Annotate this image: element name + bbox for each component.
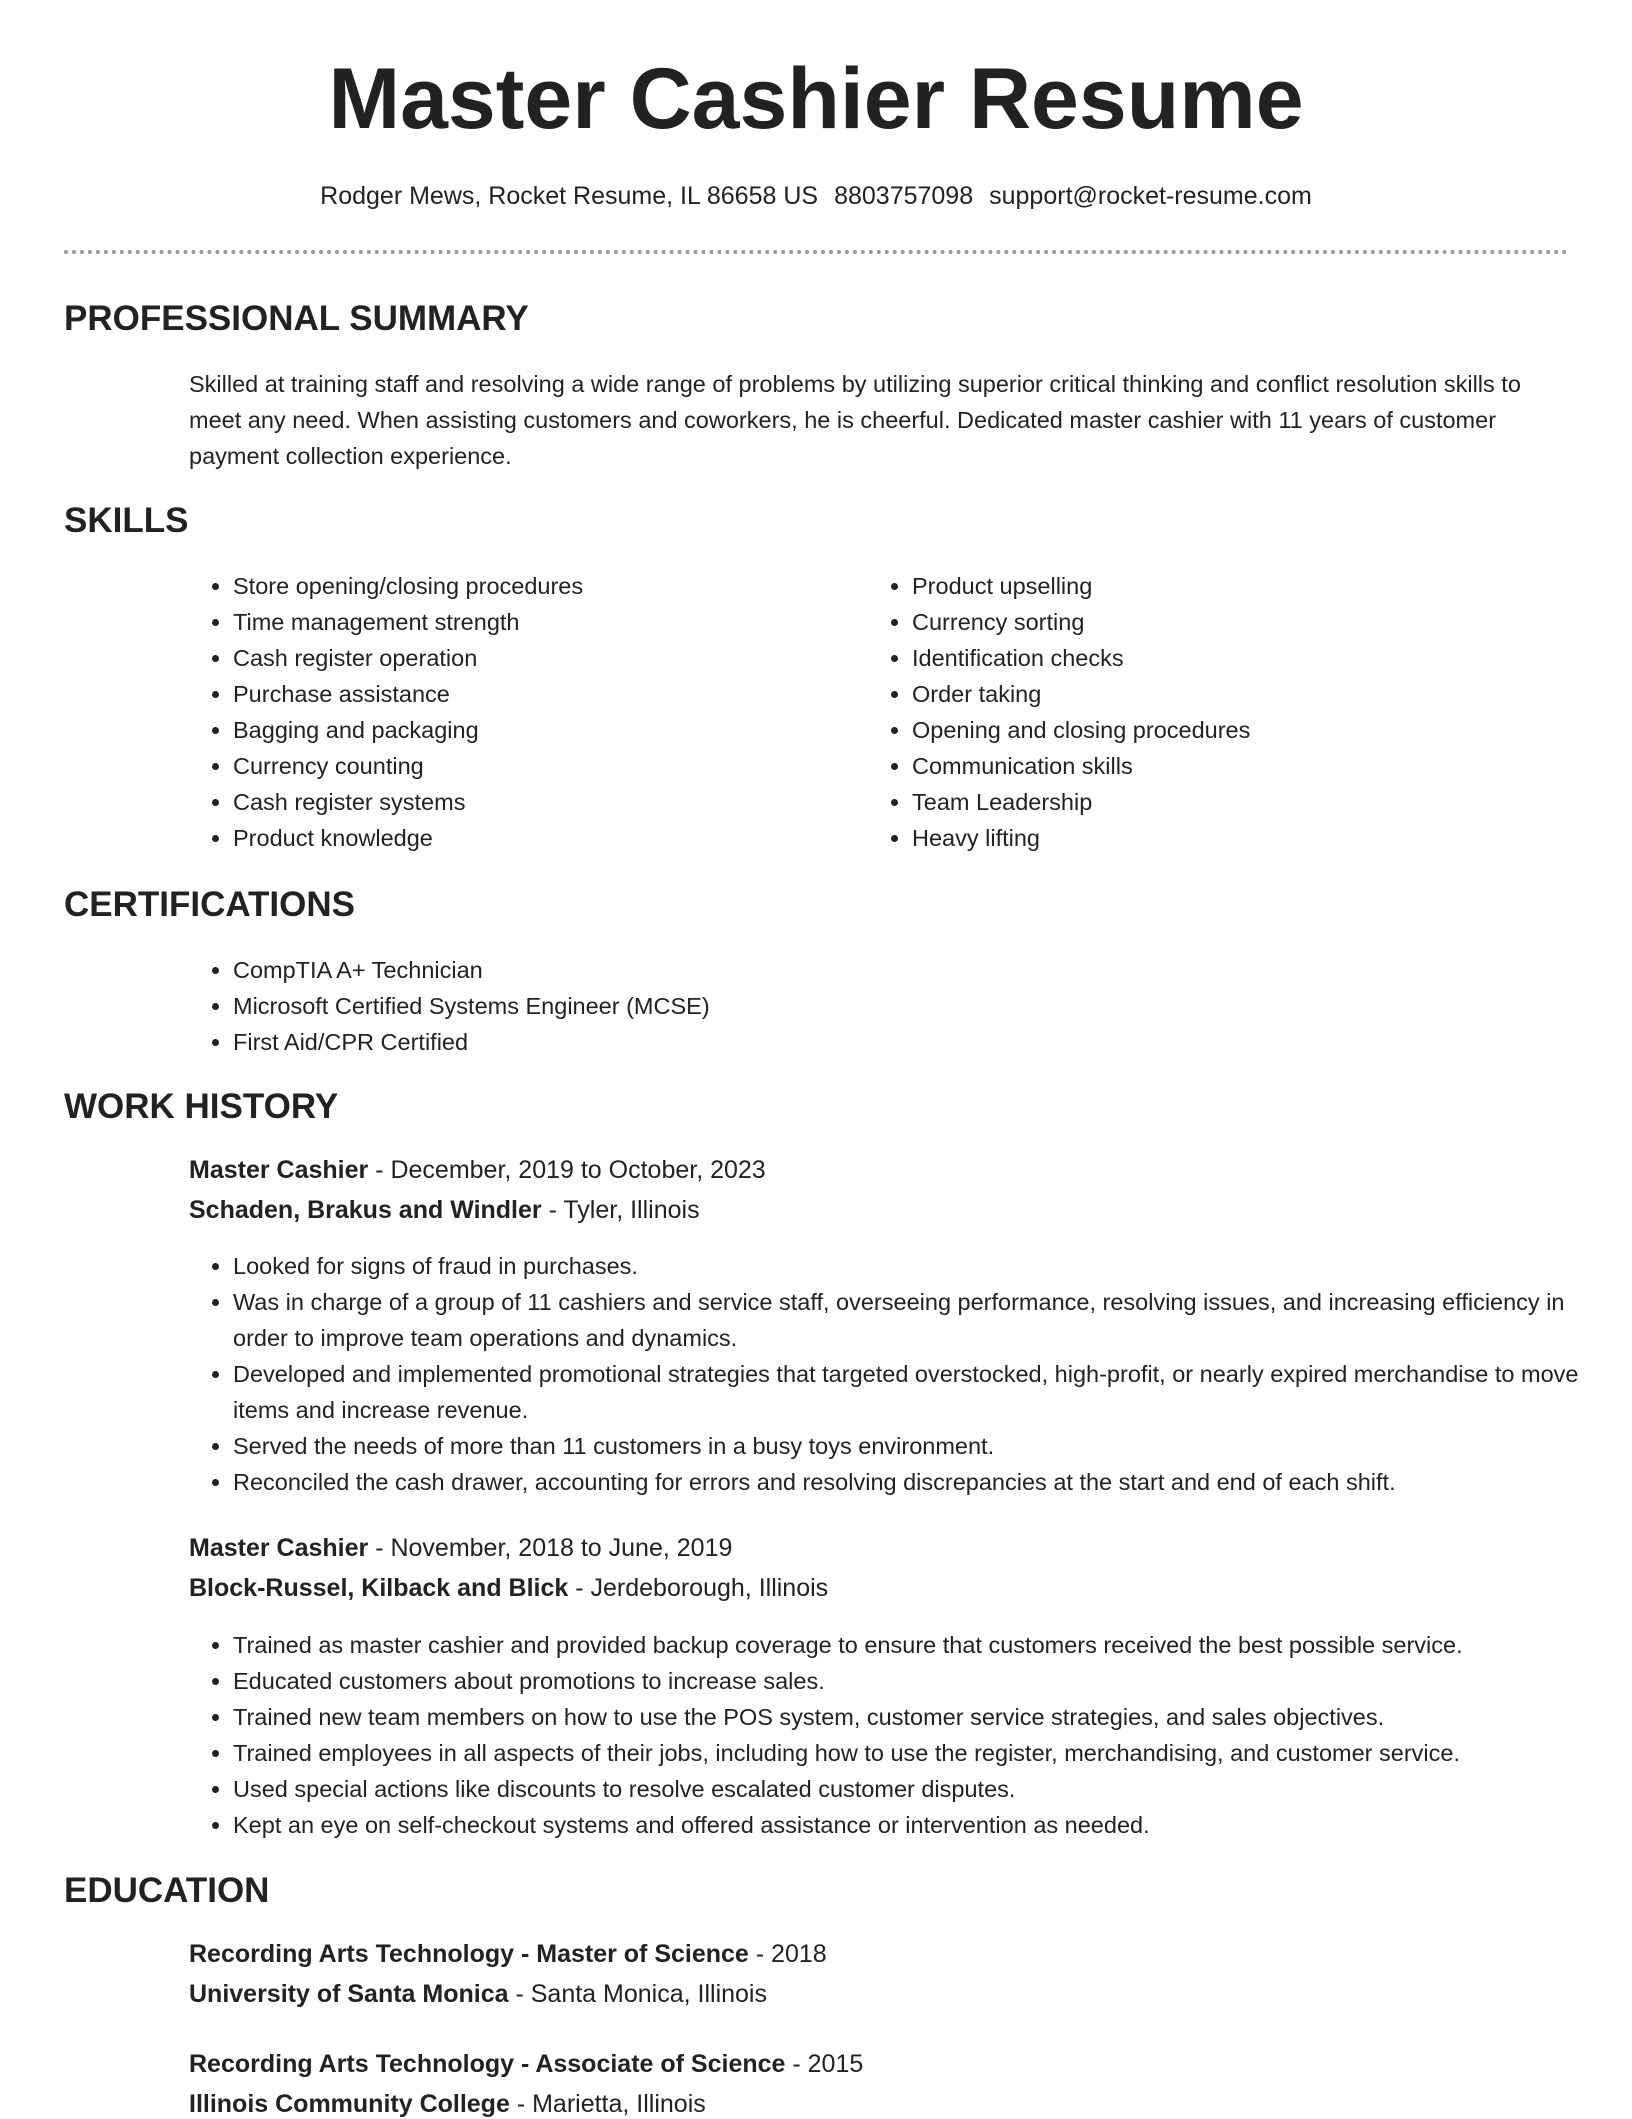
job-title: Master Cashier xyxy=(189,1534,369,1562)
list-item: • Developed and implemented promotional strategies that targeted overstocked, high-profit, or nearly expired merchandise to move items and increase revenue. xyxy=(233,1356,1623,1428)
list-item: • Educated customers about promotions to increase sales. xyxy=(233,1663,1623,1699)
job-bullets xyxy=(189,1248,1623,1500)
education-school-line xyxy=(189,2090,706,2119)
certifications-heading: CERTIFICATIONS xyxy=(64,885,356,924)
contact-phone: 8803757098 xyxy=(834,182,974,210)
list-item: • Reconciled the cash drawer, accounting for errors and resolving discrepancies at the start and end of each shift. xyxy=(233,1464,1623,1500)
skills-list-left xyxy=(189,568,853,856)
list-item: • Trained as master cashier and provided backup coverage to ensure that customers received the best possible service. xyxy=(233,1627,1623,1663)
education-location: - Marietta, Illinois xyxy=(509,2090,706,2118)
education-location: - Santa Monica, Illinois xyxy=(508,1980,767,2008)
list-item: • Product upselling xyxy=(912,568,1532,604)
job-title: Master Cashier xyxy=(189,1156,369,1184)
list-item: • Communication skills xyxy=(912,748,1532,784)
list-item: • Product knowledge xyxy=(233,820,853,856)
education-degree-line xyxy=(189,2050,863,2079)
job-company: Schaden, Brakus and Windler xyxy=(189,1196,542,1224)
contact-email: support@rocket-resume.com xyxy=(989,182,1312,210)
summary-text: Skilled at training staff and resolving a wide range of problems by utilizing superior critical thinking and conflict resolution skills to meet any need. When assisting customers and coworkers, he is cheerful. Dedicated master cashier with 11 years of customer payment collection experience. xyxy=(189,371,1521,469)
list-item: • Currency sorting xyxy=(912,604,1532,640)
job-dates: - December, 2019 to October, 2023 xyxy=(368,1156,766,1184)
list-item: • Served the needs of more than 11 customers in a busy toys environment. xyxy=(233,1428,1623,1464)
certifications-list xyxy=(189,952,1433,1060)
list-item: • First Aid/CPR Certified xyxy=(233,1024,1433,1060)
summary-heading: PROFESSIONAL SUMMARY xyxy=(64,299,529,338)
list-item: • Cash register operation xyxy=(233,640,853,676)
skills-list-right xyxy=(868,568,1532,856)
resume-title: Master Cashier Resume xyxy=(328,51,1304,147)
contact-line xyxy=(0,182,1632,211)
list-item: • Currency counting xyxy=(233,748,853,784)
work-history-heading: WORK HISTORY xyxy=(64,1087,339,1126)
list-item: • Trained employees in all aspects of their jobs, including how to use the register, merchandising, and customer service. xyxy=(233,1735,1623,1771)
job-bullets xyxy=(189,1627,1623,1843)
contact-address: Rodger Mews, Rocket Resume, IL 86658 US xyxy=(320,182,819,210)
education-school-line xyxy=(189,1980,767,2009)
education-degree-line xyxy=(189,1940,827,1969)
job-location: - Jerdeborough, Illinois xyxy=(568,1574,829,1602)
skills-heading: SKILLS xyxy=(64,501,189,540)
list-item: • Identification checks xyxy=(912,640,1532,676)
job-title-line xyxy=(189,1156,766,1185)
list-item: • Team Leadership xyxy=(912,784,1532,820)
list-item: • Was in charge of a group of 11 cashiers and service staff, overseeing performance, resolving issues, and increasing efficiency in order to improve team operations and dynamics. xyxy=(233,1284,1623,1356)
header-divider xyxy=(64,250,1568,254)
job-title-line xyxy=(189,1534,732,1563)
list-item: • Looked for signs of fraud in purchases. xyxy=(233,1248,1623,1284)
job-company-line xyxy=(189,1574,828,1603)
list-item: • Opening and closing procedures xyxy=(912,712,1532,748)
list-item: • Cash register systems xyxy=(233,784,853,820)
list-item: • Microsoft Certified Systems Engineer (MCSE) xyxy=(233,988,1433,1024)
list-item: • Bagging and packaging xyxy=(233,712,853,748)
list-item: • Store opening/closing procedures xyxy=(233,568,853,604)
education-year: - 2018 xyxy=(748,1940,827,1968)
list-item: • CompTIA A+ Technician xyxy=(233,952,1433,988)
education-school: University of Santa Monica xyxy=(189,1980,509,2008)
education-heading: EDUCATION xyxy=(64,1871,270,1910)
job-company: Block-Russel, Kilback and Blick xyxy=(189,1574,569,1602)
list-item: • Purchase assistance xyxy=(233,676,853,712)
list-item: • Time management strength xyxy=(233,604,853,640)
list-item: • Used special actions like discounts to resolve escalated customer disputes. xyxy=(233,1771,1623,1807)
education-degree: Recording Arts Technology - Master of Science xyxy=(189,1940,749,1968)
education-year: - 2015 xyxy=(785,2050,864,2078)
job-location: - Tyler, Illinois xyxy=(541,1196,700,1224)
list-item: • Trained new team members on how to use the POS system, customer service strategies, and sales objectives. xyxy=(233,1699,1623,1735)
list-item: • Heavy lifting xyxy=(912,820,1532,856)
list-item: • Order taking xyxy=(912,676,1532,712)
list-item: • Kept an eye on self-checkout systems and offered assistance or intervention as needed. xyxy=(233,1807,1623,1843)
education-school: Illinois Community College xyxy=(189,2090,510,2118)
job-company-line xyxy=(189,1196,700,1225)
education-degree: Recording Arts Technology - Associate of Science xyxy=(189,2050,786,2078)
job-dates: - November, 2018 to June, 2019 xyxy=(368,1534,733,1562)
